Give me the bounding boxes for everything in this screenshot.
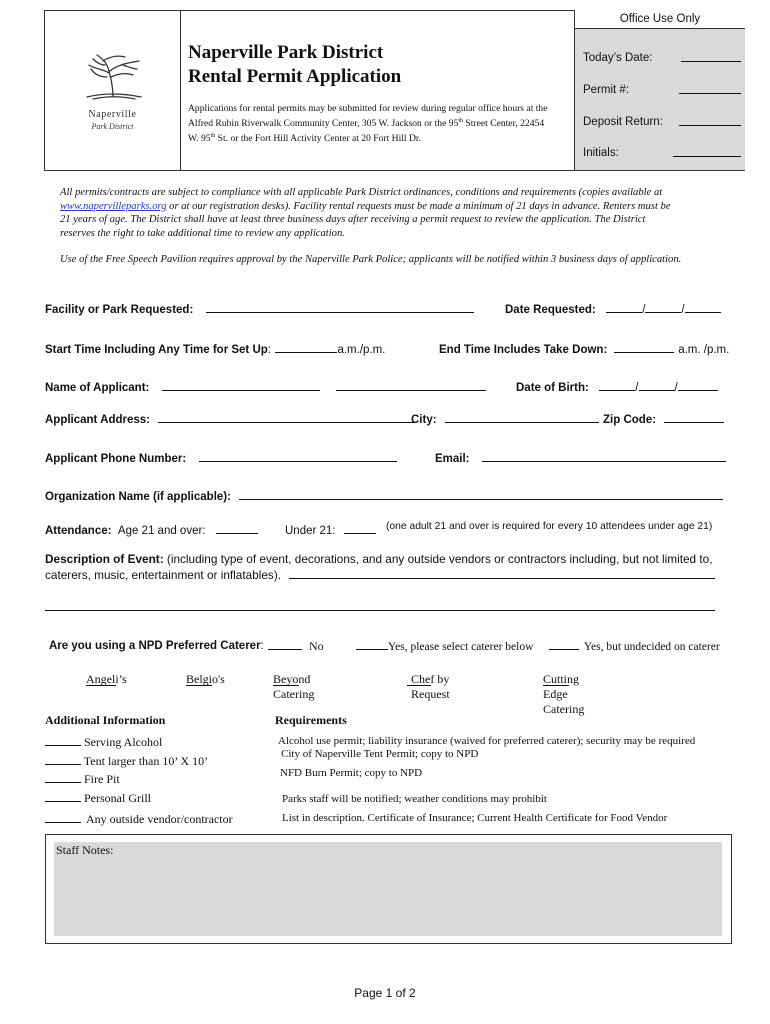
intro-text [188, 103, 572, 145]
date-requested-day[interactable] [645, 299, 681, 313]
applicant-last-name-field[interactable] [336, 377, 486, 391]
deposit-return-row [583, 116, 741, 128]
caterer-no-field[interactable] [268, 636, 302, 650]
todays-date-field[interactable] [681, 48, 741, 62]
email-row [435, 448, 726, 467]
dob-row: Date of Birth: / / [516, 377, 718, 396]
office-use-panel [574, 10, 745, 170]
zip-row [603, 409, 724, 428]
under21-field[interactable] [344, 520, 376, 534]
city-field[interactable] [445, 409, 599, 423]
caterer-undecided-option [549, 636, 720, 653]
caterer-yes-option [356, 636, 533, 653]
end-time-suffix: a.m. /p.m. [678, 344, 730, 356]
caterer-no-label: No [309, 639, 324, 653]
caterer-question-row: Are you using a NPD Preferred Caterer: [49, 640, 264, 652]
requirement-tent: City of Naperville Tent Permit; copy to NPD [281, 748, 479, 760]
tree-logo-icon [83, 51, 145, 101]
deposit-return-field[interactable] [679, 112, 741, 126]
city-row [411, 409, 599, 428]
facility-field[interactable] [206, 299, 474, 313]
additional-item-vendor[interactable]: Any outside vendor/contractor [45, 809, 233, 827]
dob-day[interactable] [639, 377, 675, 391]
initials-field[interactable] [673, 143, 741, 157]
under21-row [285, 520, 376, 539]
description-label-line [45, 551, 735, 567]
dob-month[interactable] [599, 377, 635, 391]
applicant-first-name-field[interactable] [162, 377, 320, 391]
applicant-name-label: Name of Applicant: [45, 382, 150, 394]
applicant-name-row [45, 377, 486, 396]
start-time-suffix: a.m./p.m. [337, 344, 386, 356]
caterer-undecided-label: Yes, but undecided on caterer [583, 641, 720, 653]
address-label: Applicant Address: [45, 414, 151, 426]
todays-date-label: Today’s Date: [583, 52, 653, 64]
logo-wordmark-line2: Park District [91, 122, 134, 131]
intro-line-2: Alfred Rubin Riverwalk Community Center, 305 W. Jackson or the 95th Street Center, 22454 [188, 118, 545, 130]
deposit-return-label: Deposit Return: [583, 116, 663, 128]
end-time-field[interactable] [614, 339, 674, 353]
organization-label: Organization Name (if applicable): [45, 491, 231, 503]
start-time-label: Start Time Including Any Time for Set Up [45, 344, 268, 356]
additional-item-tent[interactable]: Tent larger than 10’ X 10’ [45, 751, 208, 769]
caterer-no-option [268, 636, 324, 654]
description-field-1[interactable] [289, 567, 715, 579]
email-label: Email: [435, 453, 470, 465]
page-number: Page 1 of 2 [354, 986, 416, 1000]
age21-label: Age 21 and over: [117, 525, 206, 537]
zip-field[interactable] [664, 409, 724, 423]
initials-label: Initials: [583, 147, 619, 159]
requirement-grill: Parks staff will be notified; weather conditions may prohibit [282, 793, 547, 805]
caterer-yes-field[interactable] [356, 636, 388, 650]
start-time-row: Start Time Including Any Time for Set Up: a.m./p.m. [45, 339, 385, 358]
notice-line-1: All permits/contracts are subject to compliance with all applicable Park District ordinances, conditions and requirements (copies available at [60, 187, 663, 198]
age21-field[interactable] [216, 520, 258, 534]
zip-label: Zip Code: [603, 414, 657, 426]
intro-line-1: Applications for rental permits may be submitted for review during regular office hours at the [188, 103, 548, 114]
compliance-notice [60, 186, 730, 240]
phone-field[interactable] [199, 448, 397, 462]
office-use-heading: Office Use Only [575, 10, 745, 29]
requirement-vendor: List in description. Certificate of Insurance; Current Health Certificate for Food Vendor [282, 812, 668, 824]
end-time-row [439, 339, 729, 358]
dob-label: Date of Birth: [516, 382, 589, 394]
organization-field[interactable] [239, 486, 723, 500]
form-title: Rental Permit Application [188, 66, 402, 87]
email-field[interactable] [482, 448, 726, 462]
additional-info-heading: Additional Information [45, 713, 166, 727]
facility-row [45, 299, 474, 318]
date-requested-year[interactable] [685, 299, 721, 313]
end-time-label: End Time Includes Take Down: [439, 344, 608, 356]
notice-line-4: reserves the right to take additional time to review any application. [60, 227, 345, 239]
attendance-note: (one adult 21 and over is required for every 10 attendees under age 21) [386, 521, 713, 532]
city-label: City: [411, 414, 437, 426]
requirements-heading: Requirements [275, 713, 347, 727]
additional-item-grill[interactable]: Personal Grill [45, 788, 151, 806]
additional-item-fire-pit[interactable]: Fire Pit [45, 769, 120, 787]
requirement-fire-pit: NFD Burn Permit; copy to NPD [280, 767, 423, 779]
description-label: Description of Event: [45, 552, 164, 566]
date-requested-label: Date Requested: [505, 304, 596, 316]
logo-cell [45, 11, 181, 170]
phone-row [45, 448, 397, 467]
description-row [45, 551, 735, 583]
initials-row [583, 147, 741, 159]
requirement-alcohol: Alcohol use permit; liability insurance (waived for preferred caterer); security may be required [278, 735, 696, 747]
caterer-undecided-field[interactable] [549, 636, 579, 650]
attendance-row [45, 520, 258, 539]
caterer-question: Are you using a NPD Preferred Caterer [49, 640, 261, 652]
additional-item-alcohol[interactable]: Serving Alcohol [45, 732, 162, 750]
description-line-2: caterers, music, entertainment or inflatables). [45, 567, 735, 583]
address-field[interactable] [158, 409, 414, 423]
under21-label: Under 21: [285, 525, 336, 537]
notice-line-2: www.napervilleparks.org or at our registration desks). Facility rental requests must be made a minimum of 21 days in advance. Renters must be [60, 200, 671, 212]
start-time-field[interactable] [275, 339, 337, 353]
logo-wordmark-line1: Naperville [88, 109, 137, 120]
organization-row [45, 486, 723, 505]
org-name: Naperville Park District [188, 42, 384, 63]
description-field-2[interactable] [45, 610, 715, 611]
parks-website-link[interactable]: www.napervilleparks.org [60, 200, 167, 212]
permit-label: Permit #: [583, 84, 630, 96]
description-hint: (including type of event, decorations, and any outside vendors or contractors including, but not limited to, [163, 552, 713, 566]
date-requested-month[interactable] [606, 299, 642, 313]
caterer-list: Angeli’s Belgio's Beyond Catering Chef by Request Cutting Edge Catering [86, 672, 585, 716]
staff-notes-field[interactable] [54, 842, 722, 936]
notice-line-3: 21 years of age. The District shall have at least three business days after receiving a permit request to review the application. The District [60, 214, 646, 225]
staff-notes-label: Staff Notes: [56, 843, 114, 857]
header-box [44, 10, 745, 171]
caterer-yes-label: Yes, please select caterer below [388, 641, 534, 653]
staff-notes-box [45, 834, 732, 944]
attendance-label: Attendance: [45, 525, 112, 537]
address-row [45, 409, 414, 428]
permit-row [583, 84, 741, 96]
facility-label: Facility or Park Requested: [45, 304, 194, 316]
phone-label: Applicant Phone Number: [45, 453, 187, 465]
permit-field[interactable] [679, 80, 741, 94]
intro-line-3: W. 95th St. or the Fort Hill Activity Center at 20 Fort Hill Dr. [188, 133, 421, 145]
dob-year[interactable] [678, 377, 718, 391]
date-requested-row: Date Requested: / / [505, 299, 721, 318]
free-speech-notice: Use of the Free Speech Pavilion requires approval by the Naperville Park Police; applicants will be notified within 3 business days of application. [60, 254, 682, 265]
todays-date-row [583, 52, 741, 64]
